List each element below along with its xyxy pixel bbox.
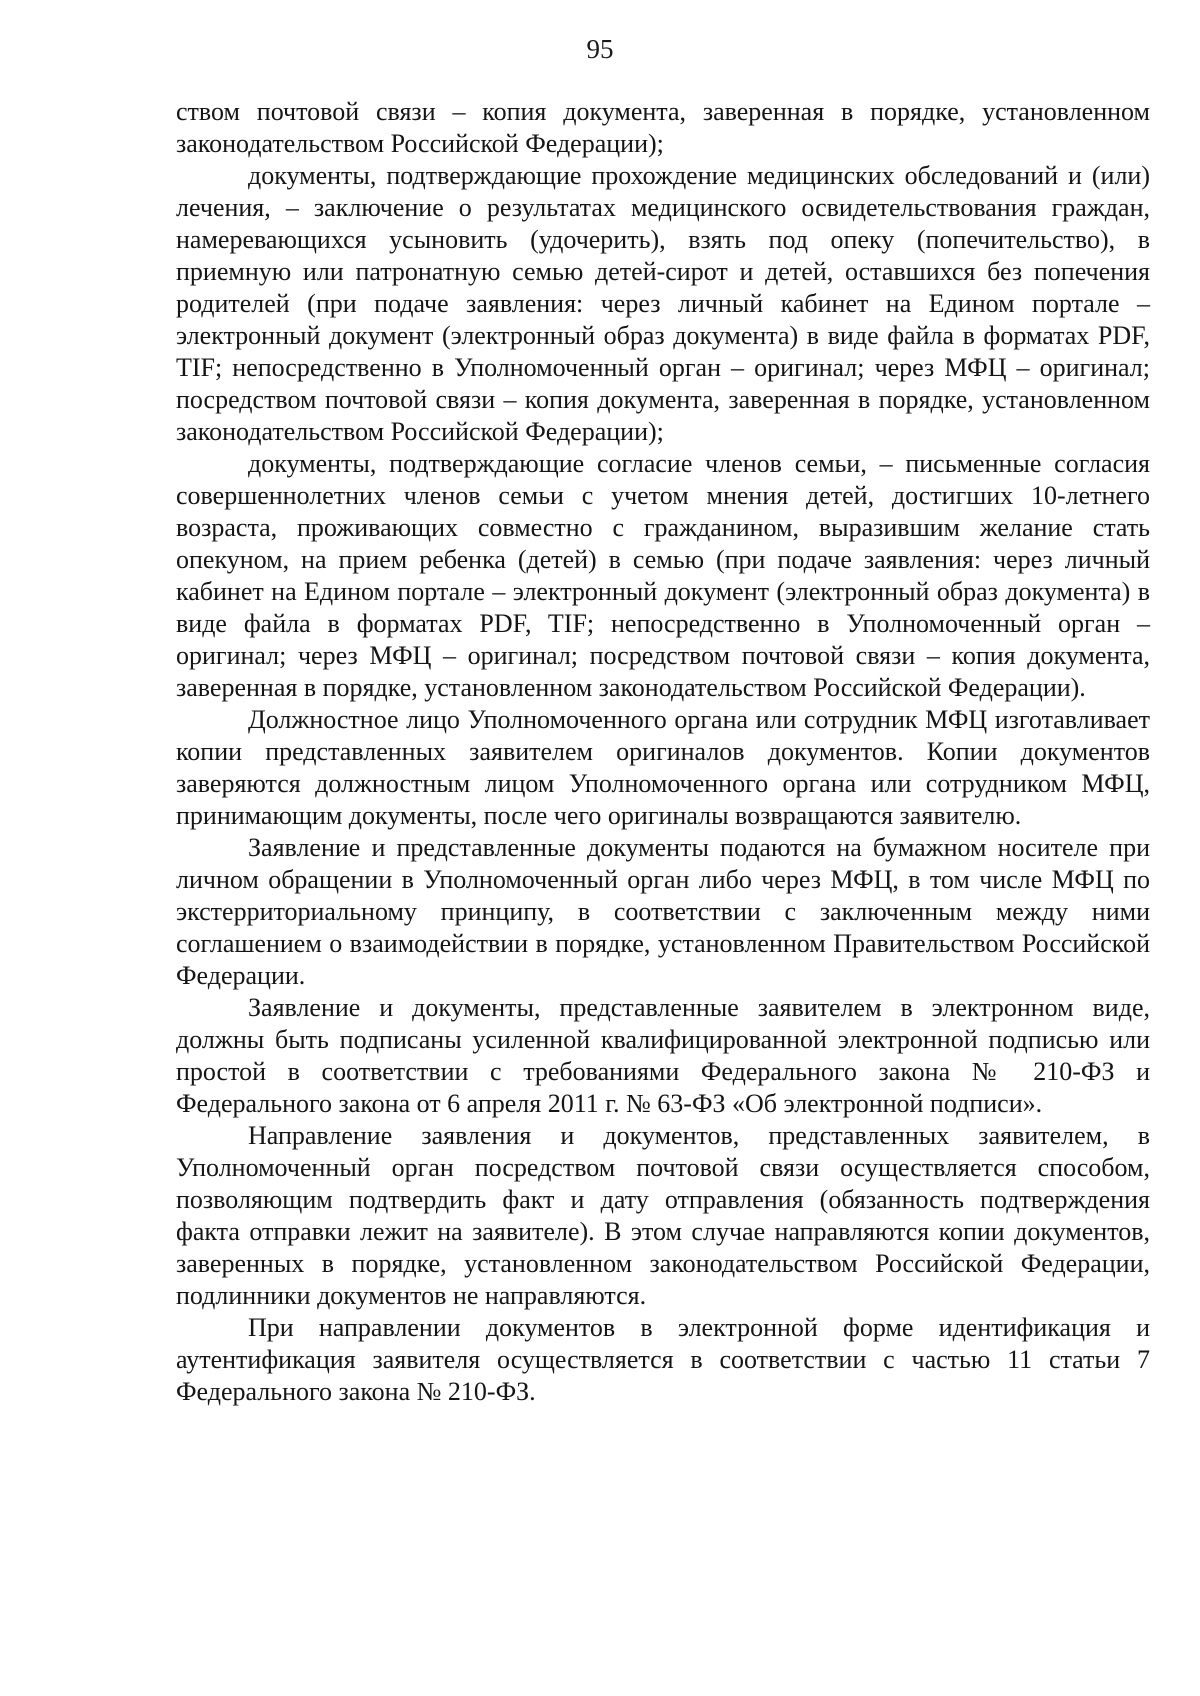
page-number: 95 bbox=[586, 34, 614, 64]
document-body bbox=[176, 96, 1150, 1408]
paragraph-postal-submission: Направление заявления и документов, представленных заявителем, в Уполномоченный орган посредством почтовой связи осуществляется способом, позволяющим подтвердить факт и дату отправления (обязанность подтверждения факта отправки лежит на заявителе). В этом случае направляются копии документов, заверенных в порядке, установленном законодательством Российской Федерации, подлинники документов не направляются. bbox=[176, 1121, 1150, 1310]
paragraph-medical-documents: документы, подтверждающие прохождение медицинских обследований и (или) лечения, – заключение о результатах медицинского освидетельствования граждан, намеревающихся усыновить (удочерить), взять под опеку (попечительство), в приемную или патронатную семью детей-сирот и детей, оставшихся без попечения родителей (при подаче заявления: через личный кабинет на Едином портале – электронный документ (электронный образ документа) в виде файла в форматах PDF, TIF; непосредственно в Уполномоченный орган – оригинал; через МФЦ – оригинал; посредством почтовой связи – копия документа, заверенная в порядке, установленном законодательством Российской Федерации); bbox=[176, 161, 1150, 446]
paragraph-paper-submission: Заявление и представленные документы подаются на бумажном носителе при личном обращении в Уполномоченный орган либо через МФЦ, в том числе МФЦ по экстерриториальному принципу, в соответствии с заключенным между ними соглашением о взаимодействии в порядке, установленном Правительством Российской Федерации. bbox=[176, 833, 1150, 990]
paragraph-continuation: ством почтовой связи – копия документа, заверенная в порядке, установленном законодательством Российской Федерации); bbox=[176, 97, 1150, 158]
paragraph-copies-certification: Должностное лицо Уполномоченного органа или сотрудник МФЦ изготавливает копии представленных заявителем оригиналов документов. Копии документов заверяются должностным лицом Уполномоченного органа или сотрудником МФЦ, принимающим документы, после чего оригиналы возвращаются заявителю. bbox=[176, 705, 1150, 830]
paragraph-electronic-signature: Заявление и документы, представленные заявителем в электронном виде, должны быть подписаны усиленной квалифицированной электронной подписью или простой в соответствии с требованиями Федерального закона № 210-ФЗ и Федерального закона от 6 апреля 2011 г. № 63-ФЗ «Об электронной подписи». bbox=[176, 993, 1150, 1118]
paragraph-identification: При направлении документов в электронной форме идентификация и аутентификация заявителя осуществляется в соответствии с частью 11 статьи 7 Федерального закона № 210-ФЗ. bbox=[176, 1313, 1150, 1406]
paragraph-family-consent: документы, подтверждающие согласие членов семьи, – письменные согласия совершеннолетних членов семьи с учетом мнения детей, достигших 10-летнего возраста, проживающих совместно с гражданином, выразившим желание стать опекуном, на прием ребенка (детей) в семью (при подаче заявления: через личный кабинет на Едином портале – электронный документ (электронный образ документа) в виде файла в форматах PDF, TIF; непосредственно в Уполномоченный орган – оригинал; через МФЦ – оригинал; посредством почтовой связи – копия документа, заверенная в порядке, установленном законодательством Российской Федерации). bbox=[176, 449, 1150, 702]
